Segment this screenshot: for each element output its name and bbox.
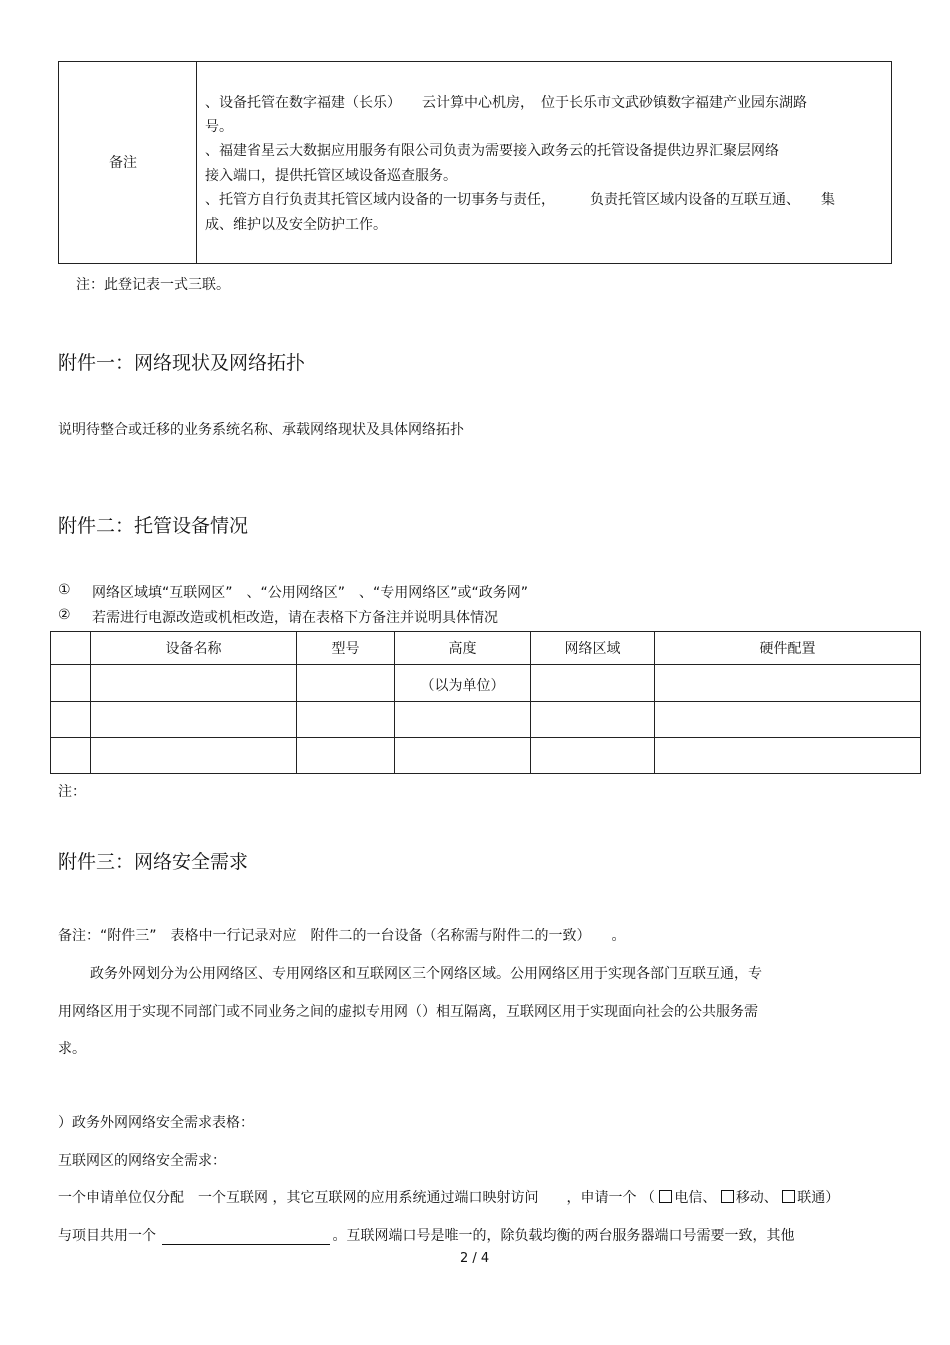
header-cell-network-zone: 网络区域 [531, 632, 655, 665]
remark-line-6: 成、维护以及安全防护工作。 [205, 217, 387, 233]
attachment2-note-marker-2: ② [58, 607, 71, 623]
internet-zone-title: 互联网区的网络安全需求： [58, 1153, 226, 1169]
attachment3-title: 附件三：网络安全需求 [58, 851, 249, 873]
table-row [51, 665, 921, 702]
remark-line-5: 、托管方自行负责其托管区域内设备的一切事务与责任， 负责托管区域内设备的互联互通、 集 [205, 192, 835, 208]
table-cell-height-unit: （以为单位） [395, 665, 531, 702]
internet-zone-line-2 [58, 1225, 794, 1245]
close-paren: ） [825, 1190, 840, 1206]
remarks-label: 备注 [109, 155, 137, 171]
internet-zone-line-2-text-a: 与项目共用一个 [58, 1228, 156, 1244]
table-row [51, 738, 921, 774]
header-cell-index [51, 632, 91, 665]
table-row [51, 702, 921, 738]
table-cell [531, 738, 655, 774]
isp-option-unicom: 联通 [797, 1190, 826, 1206]
table-cell [531, 665, 655, 702]
remark-line-4: 接入端口，提供托管区域设备巡查服务。 [205, 168, 457, 184]
table-cell [51, 665, 91, 702]
remarks-table [58, 61, 892, 264]
table-cell [91, 702, 297, 738]
paragraph-line-2: 用网络区用于实现不同部门或不同业务之间的虚拟专用网（）相互隔离，互联网区用于实现面向社会的公共服务需 [58, 1004, 758, 1020]
table-cell [91, 738, 297, 774]
table-cell [297, 738, 395, 774]
header-cell-hardware-config: 硬件配置 [655, 632, 921, 665]
checkbox-unicom[interactable] [782, 1190, 795, 1203]
blank-fill-line[interactable] [162, 1230, 330, 1245]
table-cell [655, 702, 921, 738]
table-cell [395, 738, 531, 774]
attachment2-footer-note: 注： [58, 784, 86, 800]
header-cell-model: 型号 [297, 632, 395, 665]
table-cell [531, 702, 655, 738]
internet-zone-line-1 [58, 1187, 839, 1207]
header-cell-height: 高度 [395, 632, 531, 665]
page-number: 2 / 4 [460, 1251, 490, 1266]
security-table-intro: ）政务外网网络安全需求表格： [58, 1115, 254, 1131]
table-cell [297, 702, 395, 738]
remarks-label-cell [59, 62, 197, 263]
table-cell [51, 738, 91, 774]
paragraph-line-3: 求。 [58, 1041, 86, 1057]
isp-option-telecom: 电信、 [674, 1190, 717, 1206]
attachment1-title: 附件一：网络现状及网络拓扑 [58, 352, 306, 374]
remark-line-3: 、福建省星云大数据应用服务有限公司负责为需要接入政务云的托管设备提供边界汇聚层网络 [205, 143, 779, 159]
checkbox-telecom[interactable] [659, 1190, 672, 1203]
registration-note: 注：此登记表一式三联。 [76, 277, 230, 293]
checkbox-mobile[interactable] [721, 1190, 734, 1203]
attachment1-description: 说明待整合或迁移的业务系统名称、承载网络现状及具体网络拓扑 [58, 422, 464, 438]
attachment2-note-marker-1: ① [58, 582, 71, 598]
remark-line-2: 号。 [205, 119, 233, 135]
attachment2-note-2: 若需进行电源改造或机柜改造，请在表格下方备注并说明具体情况 [92, 610, 498, 626]
internet-zone-line-1-text: 一个申请单位仅分配 一个互联网 ，其它互联网的应用系统通过端口映射访问 ，申请一个 （ [58, 1190, 655, 1206]
table-cell [91, 665, 297, 702]
table-cell [655, 665, 921, 702]
paragraph-line-1: 政务外网划分为公用网络区、专用网络区和互联网区三个网络区域。公用网络区用于实现各部门互联互通，专 [90, 966, 762, 982]
equipment-table [50, 631, 921, 774]
attachment2-note-1: 网络区域填“互联网区” 、“公用网络区” 、“专用网络区”或“政务网” [92, 585, 529, 601]
attachment2-title: 附件二：托管设备情况 [58, 515, 249, 537]
table-header-row [51, 632, 921, 665]
internet-zone-line-2-text-b: 。互联网端口号是唯一的，除负载均衡的两台服务器端口号需要一致，其他 [332, 1228, 795, 1244]
header-cell-device-name: 设备名称 [91, 632, 297, 665]
isp-option-mobile: 移动、 [735, 1190, 778, 1206]
table-cell [655, 738, 921, 774]
table-cell [297, 665, 395, 702]
table-cell [51, 702, 91, 738]
remark-line-1: 、设备托管在数字福建（长乐） 云计算中心机房， 位于长乐市文武砂镇数字福建产业园东湖路 [205, 95, 807, 111]
table-cell [395, 702, 531, 738]
attachment3-remark: 备注：“附件三” 表格中一行记录对应 附件二的一台设备（名称需与附件二的一致） 。 [58, 928, 626, 944]
